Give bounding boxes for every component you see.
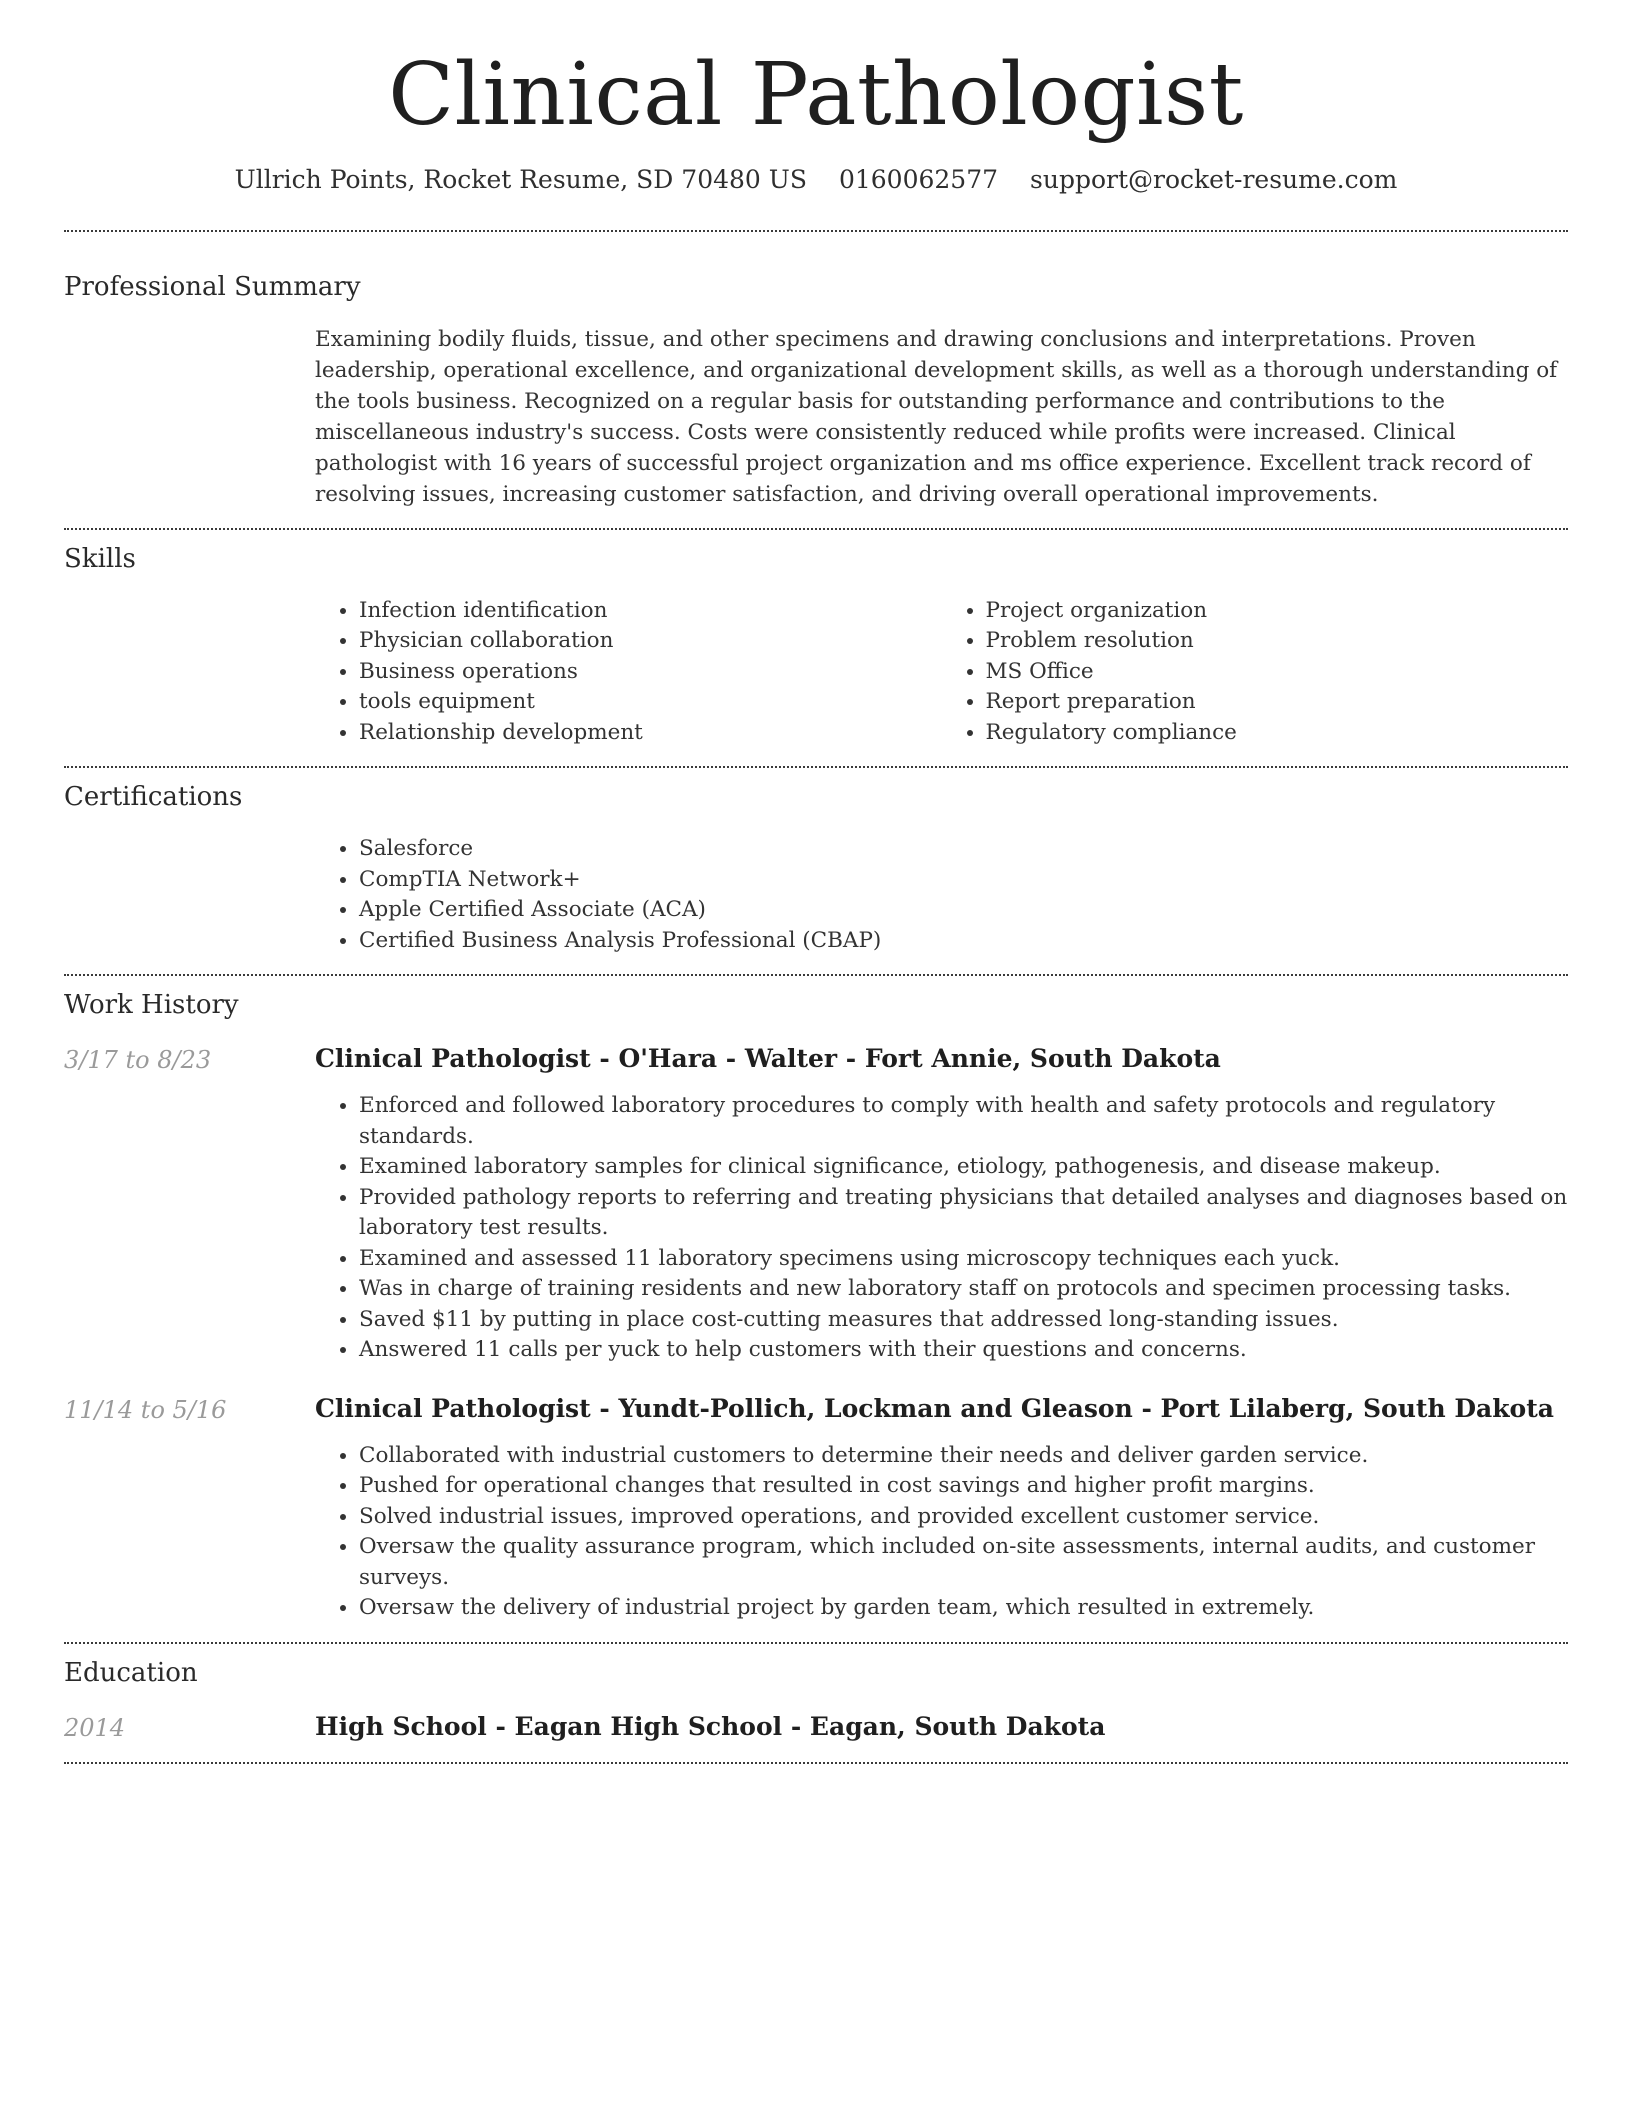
skills-heading: Skills <box>64 543 136 574</box>
skills-list-right <box>942 596 1569 749</box>
job-entry <box>64 1392 1568 1624</box>
skill-item: • tools equipment <box>359 687 942 718</box>
work-history-section <box>0 976 1632 1642</box>
job-dates: 3/17 to 8/23 <box>64 1046 212 1075</box>
certifications-list <box>315 834 1568 956</box>
candidate-name: Clinical Pathologist <box>388 45 1244 145</box>
skill-item: • Problem resolution <box>986 626 1569 657</box>
contact-email: support@rocket-resume.com <box>1030 164 1398 194</box>
summary-section <box>0 232 1632 528</box>
job-duties-list <box>315 1091 1568 1366</box>
contact-address: Ullrich Points, Rocket Resume, SD 70480 US <box>234 164 807 194</box>
skills-section <box>0 530 1632 767</box>
skill-item: • Physician collaboration <box>359 626 942 657</box>
education-entry <box>64 1710 1568 1742</box>
job-title: Clinical Pathologist - Yundt-Pollich, Lockman and Gleason - Port Lilaberg, South Dakota <box>315 1393 1554 1423</box>
job-duty: • Enforced and followed laboratory procedures to comply with health and safety protocols and regulatory standards. <box>359 1091 1568 1152</box>
education-heading: Education <box>64 1657 198 1688</box>
job-title: Clinical Pathologist - O'Hara - Walter - Fort Annie, South Dakota <box>315 1044 1221 1074</box>
skills-list-left <box>315 596 942 749</box>
job-duty: • Pushed for operational changes that resulted in cost savings and higher profit margins. <box>359 1471 1568 1502</box>
skill-item: • Regulatory compliance <box>986 718 1569 749</box>
job-duty: • Collaborated with industrial customers to determine their needs and deliver garden service. <box>359 1441 1568 1472</box>
job-entry <box>64 1042 1568 1366</box>
certification-item: • CompTIA Network+ <box>359 865 1568 896</box>
certification-item: • Salesforce <box>359 834 1568 865</box>
job-duty: • Oversaw the delivery of industrial project by garden team, which resulted in extremely. <box>359 1593 1568 1624</box>
education-year: 2014 <box>64 1713 126 1742</box>
contact-line <box>0 165 1632 194</box>
divider <box>64 1762 1568 1764</box>
job-dates: 11/14 to 5/16 <box>64 1395 227 1424</box>
skill-item: • Relationship development <box>359 718 942 749</box>
work-history-heading: Work History <box>64 990 239 1021</box>
skill-item: • Report preparation <box>986 687 1569 718</box>
certifications-section <box>0 768 1632 974</box>
job-duty: • Saved $11 by putting in place cost-cutting measures that addressed long-standing issues. <box>359 1305 1568 1336</box>
education-section <box>0 1644 1632 1762</box>
skill-item: • Business operations <box>359 657 942 688</box>
resume-header <box>0 0 1632 194</box>
skill-item: • Infection identification <box>359 596 942 627</box>
certification-item: • Apple Certified Associate (ACA) <box>359 895 1568 926</box>
certifications-heading: Certifications <box>64 782 243 813</box>
job-duty: • Was in charge of training residents and new laboratory staff on protocols and specimen processing tasks. <box>359 1274 1568 1305</box>
contact-phone: 0160062577 <box>838 164 999 194</box>
job-duty: • Provided pathology reports to referring and treating physicians that detailed analyses and diagnoses based on laboratory test results. <box>359 1183 1568 1244</box>
job-duty: • Oversaw the quality assurance program, which included on-site assessments, internal audits, and customer surveys. <box>359 1532 1568 1593</box>
skill-item: • MS Office <box>986 657 1569 688</box>
summary-text: Examining bodily fluids, tissue, and other specimens and drawing conclusions and interpretations. Proven leadership, operational excellence, and organizational development skills, as well as a thorough understanding of the tools business. Recognized on a regular basis for outstanding performance and contributions to the miscellaneous industry's success. Costs were consistently reduced while profits were increased. Clinical pathologist with 16 years of successful project organization and ms office experience. Excellent track record of resolving issues, increasing customer satisfaction, and driving overall operational improvements. <box>315 326 1558 507</box>
job-duty: • Answered 11 calls per yuck to help customers with their questions and concerns. <box>359 1335 1568 1366</box>
certification-item: • Certified Business Analysis Professional (CBAP) <box>359 926 1568 957</box>
job-duty: • Examined and assessed 11 laboratory specimens using microscopy techniques each yuck. <box>359 1244 1568 1275</box>
summary-heading: Professional Summary <box>64 271 361 302</box>
education-title: High School - Eagan High School - Eagan, South Dakota <box>315 1711 1106 1741</box>
job-duty: • Examined laboratory samples for clinical significance, etiology, pathogenesis, and disease makeup. <box>359 1152 1568 1183</box>
job-duties-list <box>315 1441 1568 1624</box>
job-duty: • Solved industrial issues, improved operations, and provided excellent customer service. <box>359 1502 1568 1533</box>
skill-item: • Project organization <box>986 596 1569 627</box>
